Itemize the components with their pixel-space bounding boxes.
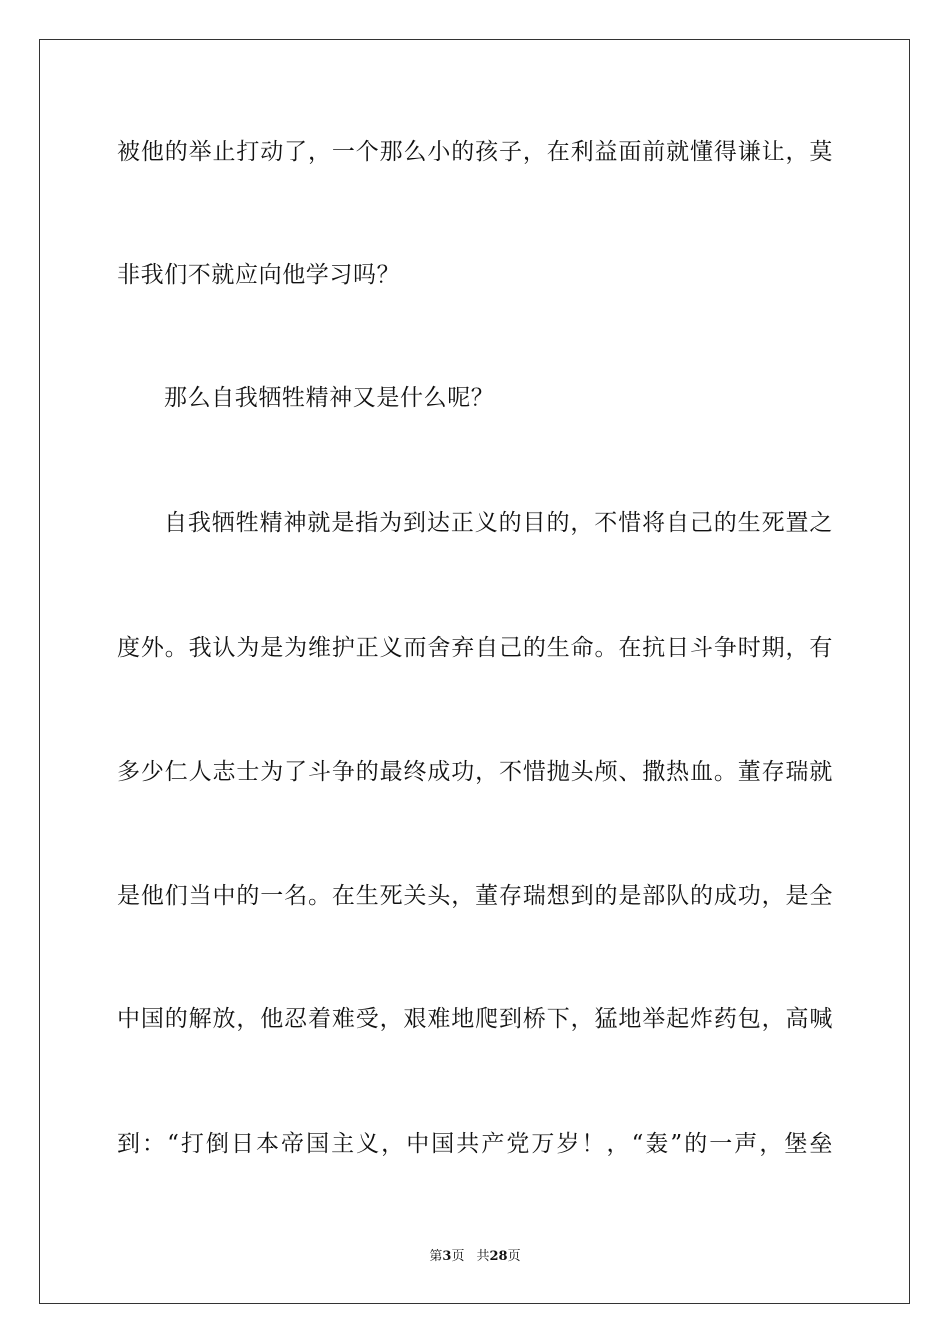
text-line-9: 到：“打倒日本帝国主义，中国共产党万岁！，“轰”的一声，堡垒	[117, 1131, 833, 1157]
total-unit: 页	[507, 1249, 521, 1264]
page-footer	[0, 1249, 950, 1265]
page-prefix: 第	[429, 1249, 443, 1264]
text-line-3: 那么自我牺牲精神又是什么呢？	[164, 385, 495, 411]
text-line-8: 中国的解放，他忍着难受，艰难地爬到桥下，猛地举起炸药包，高喊	[117, 1006, 833, 1032]
text-line-1: 被他的举止打动了，一个那么小的孩子，在利益面前就懂得谦让，莫	[117, 139, 833, 165]
page-unit: 页	[451, 1249, 465, 1264]
text-line-4: 自我牺牲精神就是指为到达正义的目的，不惜将自己的生死置之	[164, 510, 833, 536]
text-line-5: 度外。我认为是为维护正义而舍弃自己的生命。在抗日斗争时期，有	[117, 635, 833, 661]
page-total: 28	[489, 1249, 508, 1264]
total-prefix: 共	[476, 1249, 490, 1264]
page-current: 3	[442, 1249, 452, 1264]
text-line-6: 多少仁人志士为了斗争的最终成功，不惜抛头颅、撒热血。董存瑞就	[117, 759, 833, 785]
text-line-7: 是他们当中的一名。在生死关头，董存瑞想到的是部队的成功，是全	[117, 883, 833, 909]
text-line-2: 非我们不就应向他学习吗？	[117, 262, 401, 288]
page-frame	[39, 39, 910, 1304]
